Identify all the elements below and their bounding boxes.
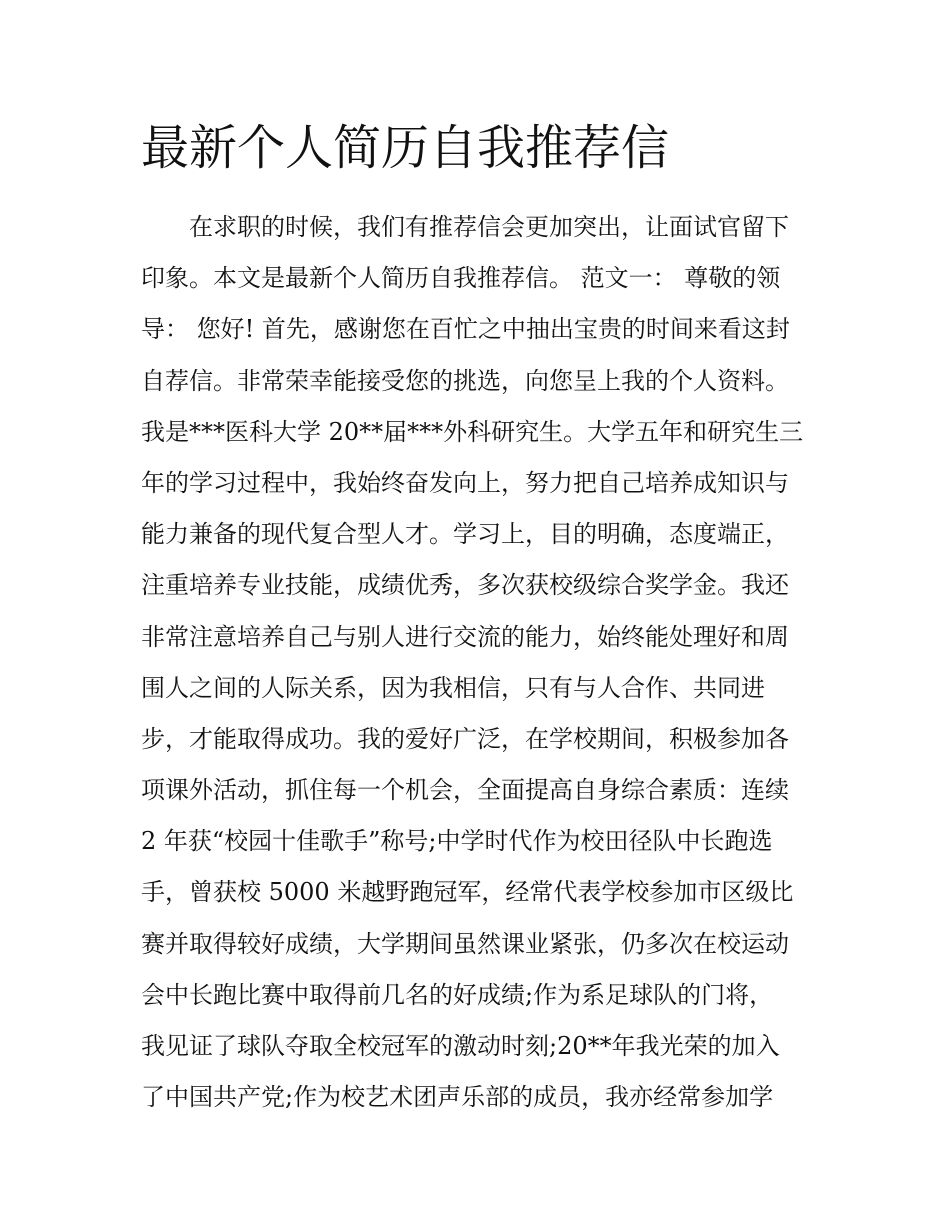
body-line-10: 围人之间的人际关系，因为我相信，只有与人合作、共同进: [141, 673, 765, 702]
body-line-15: 赛并取得较好成绩，大学期间虽然课业紧张，仍多次在校运动: [141, 929, 789, 958]
body-line-17: 我见证了球队夺取全校冠军的激动时刻;20**年我光荣的加入: [141, 1032, 780, 1060]
body-line-5: 我是***医科大学 20**届***外科研究生。大学五年和研究生三: [141, 417, 804, 446]
body-line-4: 自荐信。非常荣幸能接受您的挑选，向您呈上我的个人资料。: [141, 366, 789, 395]
body-line-9: 非常注意培养自己与别人进行交流的能力，始终能处理好和周: [141, 622, 789, 651]
body-line-18: 了中国共产党;作为校艺术团声乐部的成员，我亦经常参加学: [141, 1083, 774, 1112]
body-line-1: 在求职的时候，我们有推荐信会更加突出，让面试官留下: [141, 213, 789, 241]
body-line-12: 项课外活动，抓住每一个机会，全面提高自身综合素质：连续: [141, 776, 789, 805]
document-body: [141, 202, 821, 1123]
body-line-11: 步，才能取得成功。我的爱好广泛，在学校期间，积极参加各: [141, 724, 789, 753]
body-line-3: 导： 您好! 首先，感谢您在百忙之中抽出宝贵的时间来看这封: [141, 315, 790, 344]
body-line-6: 年的学习过程中，我始终奋发向上，努力把自己培养成知识与: [141, 468, 789, 497]
body-line-14: 手，曾获校 5000 米越野跑冠军，经常代表学校参加市区级比: [141, 878, 794, 907]
body-line-7: 能力兼备的现代复合型人才。学习上，目的明确，态度端正，: [141, 520, 789, 549]
body-line-13: 2 年获“校园十佳歌手”称号;中学时代作为校田径队中长跑选: [141, 827, 773, 856]
body-line-2: 印象。本文是最新个人简历自我推荐信。 范文一： 尊敬的领: [141, 264, 781, 293]
body-line-16: 会中长跑比赛中取得前几名的好成绩;作为系足球队的门将，: [141, 980, 774, 1009]
body-line-8: 注重培养专业技能，成绩优秀，多次获校级综合奖学金。我还: [141, 571, 789, 600]
document-title: 最新个人简历自我推荐信: [141, 120, 670, 176]
